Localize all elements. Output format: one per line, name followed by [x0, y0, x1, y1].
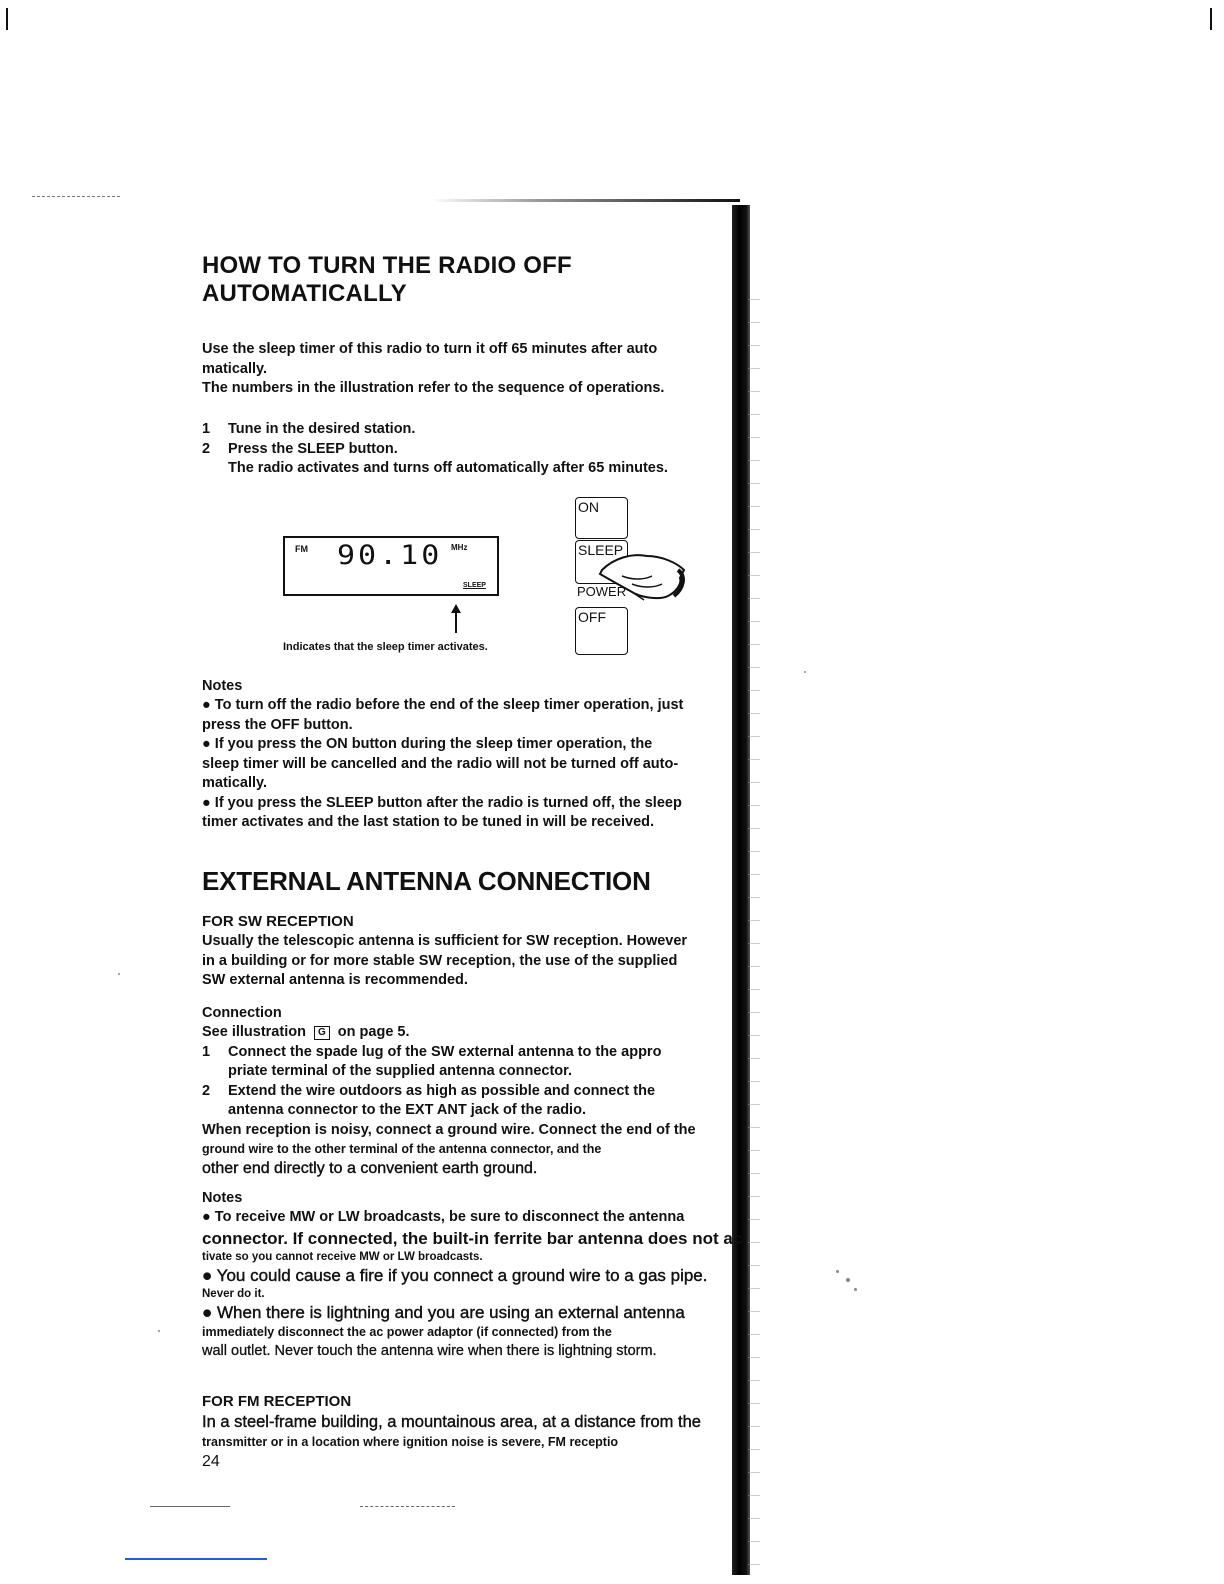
page-number: 24: [202, 1453, 220, 1470]
ground-line: other end directly to a convenient earth ground.: [202, 1160, 538, 1177]
on-button[interactable]: ON: [575, 497, 628, 539]
sw-line: in a building or for more stable SW reception, the use of the supplied: [202, 952, 678, 969]
see-page-text: on page 5.: [337, 1024, 410, 1040]
step-text-cont: antenna connector to the EXT ANT jack of the radio.: [228, 1102, 586, 1118]
list-item: [202, 440, 742, 460]
note-line: ● If you press the ON button during the sleep timer operation, the: [202, 736, 653, 752]
sw-line: SW external antenna is recommended.: [202, 972, 468, 988]
scan-top-rule: [430, 199, 740, 202]
fm-line: transmitter or in a location where ignition noise is severe, FM receptio: [202, 1435, 619, 1449]
note-line: ● You could cause a fire if you connect a ground wire to a gas pipe.: [202, 1265, 708, 1285]
scan-speck: [804, 671, 806, 673]
notes-antenna: [202, 1188, 742, 1361]
step-number: 1: [202, 421, 211, 437]
fm-reception: [202, 1392, 742, 1473]
lcd-display: [283, 536, 499, 596]
binding-noise: [748, 290, 760, 1570]
note-line: press the OFF button.: [202, 716, 353, 733]
note-line: matically.: [202, 775, 268, 791]
section-title-line1: HOW TO TURN THE RADIO OFF: [202, 252, 572, 279]
intro-line: Use the sleep timer of this radio to turn it off 65 minutes after auto: [202, 341, 658, 357]
intro-line: The numbers in the illustration refer to the sequence of operations.: [202, 380, 665, 396]
list-item: [202, 420, 742, 440]
section-sleep-timer: [202, 252, 742, 308]
list-item: [202, 1043, 742, 1063]
note-line: immediately disconnect the ac power adaptor (if connected) from the: [202, 1324, 612, 1339]
note-line: ● To turn off the radio before the end of the sleep timer operation, just: [202, 697, 684, 713]
steps-list: [202, 420, 742, 479]
list-item: [202, 1082, 742, 1102]
sleep-button[interactable]: SLEEP: [575, 540, 628, 584]
band-label: FM: [295, 544, 308, 554]
scan-speck: [118, 973, 120, 975]
step-number: 1: [202, 1043, 211, 1060]
see-illustration-line: [202, 1023, 742, 1043]
scan-corner-mark-left: [6, 8, 8, 30]
scan-speck: [854, 1288, 857, 1291]
step-text: Extend the wire outdoors as high as possible and connect the: [228, 1082, 656, 1099]
note-line: sleep timer will be cancelled and the radio will not be turned off auto-: [202, 755, 679, 772]
scan-bottom-dash: [360, 1506, 455, 1507]
scan-bottom-dash: [150, 1506, 230, 1507]
scan-dash-top-left: [32, 196, 120, 197]
connection-block: [202, 1003, 742, 1179]
step-text: Press the SLEEP button.: [228, 440, 398, 457]
note-line: Never do it.: [202, 1287, 265, 1300]
note-line: connector. If connected, the built-in ferrite bar antenna does not ac: [202, 1228, 742, 1248]
section-external-antenna: [202, 866, 742, 896]
fm-line: In a steel-frame building, a mountainous area, at a distance from the: [202, 1413, 701, 1431]
sw-line: Usually the telescopic antenna is sufficient for SW reception. However: [202, 933, 688, 949]
scan-speck: [158, 1330, 160, 1332]
note-line: tivate so you cannot receive MW or LW broadcasts.: [202, 1250, 483, 1263]
unit-label: MHz: [451, 543, 468, 552]
frequency-readout: 90.10: [337, 539, 443, 572]
step-detail: The radio activates and turns off automatically after 65 minutes.: [228, 460, 668, 476]
scan-speck: [846, 1278, 850, 1282]
power-label: POWER: [577, 584, 627, 599]
step-text: Tune in the desired station.: [228, 421, 416, 437]
note-line: timer activates and the last station to be tuned in will be received.: [202, 814, 655, 830]
notes-heading: Notes: [202, 678, 243, 694]
intro-paragraph: [202, 340, 742, 399]
ground-line: ground wire to the other terminal of the antenna connector, and the: [202, 1142, 602, 1156]
connection-heading: Connection: [202, 1005, 282, 1021]
scan-speck: [836, 1270, 839, 1273]
note-line: wall outlet. Never touch the antenna wire when there is lightning storm.: [202, 1342, 657, 1359]
scan-blue-line: [125, 1558, 267, 1560]
off-button[interactable]: OFF: [575, 607, 628, 655]
ground-line: When reception is noisy, connect a ground wire. Connect the end of the: [202, 1121, 696, 1138]
illustration-ref-box: G: [314, 1026, 330, 1040]
section-title-line2: AUTOMATICALLY: [202, 280, 407, 307]
note-line: ● When there is lightning and you are using an external antenna: [202, 1302, 685, 1322]
sw-heading: FOR SW RECEPTION: [202, 913, 354, 930]
scan-corner-mark-right: [1210, 8, 1212, 30]
sw-reception: [202, 912, 742, 991]
step-text: Connect the spade lug of the SW external antenna to the appro: [228, 1043, 662, 1060]
fm-heading: FOR FM RECEPTION: [202, 1393, 352, 1410]
notes-heading: Notes: [202, 1190, 243, 1206]
note-line: ● To receive MW or LW broadcasts, be sure to disconnect the antenna: [202, 1209, 685, 1225]
step-text-cont: priate terminal of the supplied antenna connector.: [228, 1063, 573, 1079]
step-number: 2: [202, 1082, 211, 1099]
pressing-hand-icon: [592, 548, 692, 608]
illustration-caption: Indicates that the sleep timer activates.: [283, 641, 488, 653]
section-title: EXTERNAL ANTENNA CONNECTION: [202, 866, 651, 896]
sleep-indicator: SLEEP: [463, 582, 486, 589]
step-number: 2: [202, 440, 211, 457]
note-line: ● If you press the SLEEP button after the radio is turned off, the sleep: [202, 794, 682, 811]
see-illustration-text: See illustration: [202, 1024, 306, 1040]
notes-sleep: [202, 676, 742, 833]
intro-line: matically.: [202, 360, 268, 377]
up-arrow-icon: [450, 604, 462, 634]
